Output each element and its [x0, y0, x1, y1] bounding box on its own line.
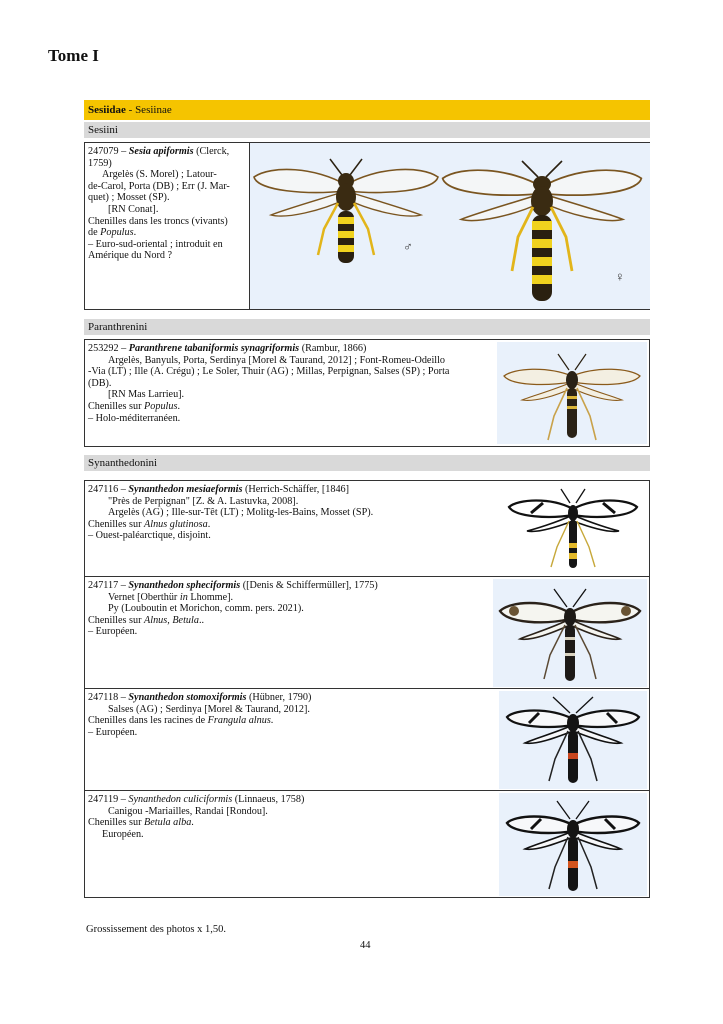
photo-magnification-note: Grossissement des photos x 1,50.	[86, 924, 226, 935]
species-entry-paranthrene-tabaniformis	[85, 340, 649, 446]
male-symbol: ♂	[403, 239, 413, 254]
species-name: Synanthedon mesiaeformis	[128, 484, 243, 495]
species-block-synanthedonini	[84, 480, 650, 898]
moth-photo-synanthedon-stomoxiformis	[499, 691, 647, 789]
species-name: Paranthrene tabaniformis synagriformis	[128, 343, 300, 354]
moth-photo-synanthedon-spheciformis	[493, 579, 647, 687]
moth-illustration	[250, 143, 650, 309]
species-text: 247119 – Synanthedon culiciformis (Linnaeus, 1758) Canigou -Mariailles, Randai [Rondou]. Chenilles sur Betula alba. Européen.	[88, 794, 305, 840]
tribe-header-sesiini: Sesiini	[84, 122, 650, 138]
moth-illustration	[499, 483, 647, 574]
tribe-header-synanthedonini: Synanthedonini	[84, 455, 650, 471]
moth-illustration	[493, 579, 647, 687]
species-entry-synanthedon-culiciformis	[85, 790, 649, 897]
moth-photo-paranthrene-tabaniformis	[497, 342, 647, 444]
species-name: Synanthedon stomoxiformis	[128, 692, 247, 703]
species-text: 247118 – Synanthedon stomoxiformis (Hübner, 1790) Salses (AG) ; Serdinya [Morel & Taurand, 2012]. Chenilles dans les racines de Frangula alnus. – Européen.	[88, 692, 312, 738]
species-name: Synanthedon spheciformis	[128, 580, 241, 591]
subfamily-name: - Sesiinae	[125, 104, 172, 116]
family-header	[84, 100, 650, 120]
moth-illustration	[499, 793, 647, 896]
species-text: 247117 – Synanthedon spheciformis ([Denis & Schiffermüller], 1775) Vernet [Oberthür in Lhomme]. Py (Louboutin et Morichon, comm. pers. 2021). Chenilles sur Alnus, Betula.. – Européen.	[88, 580, 378, 638]
species-name: Sesia apiformis	[128, 146, 194, 157]
moth-photo-synanthedon-culiciformis	[499, 793, 647, 896]
species-entry-synanthedon-stomoxiformis	[85, 688, 649, 790]
family-name: Sesiidae	[88, 104, 126, 116]
moth-illustration	[499, 691, 647, 789]
species-entry-synanthedon-mesiaeformis	[85, 481, 649, 576]
page-number: 44	[360, 940, 371, 951]
species-block-sesiini	[84, 142, 650, 310]
species-text: 247079 – Sesia apiformis (Clerck, 1759) Argelès (S. Morel) ; Latour- de-Carol, Porta (DB) ; Err (J. Mar- quet) ; Mosset (SP). [RN Conat]. Chenilles dans les troncs (vivants) de Populus. – Euro-sud-oriental ; introduit en Amérique du Nord ?	[88, 146, 230, 262]
tome-title: Tome I	[48, 46, 99, 65]
female-symbol: ♀	[615, 269, 625, 284]
moth-illustration	[497, 342, 647, 444]
tribe-header-paranthrenini: Paranthrenini	[84, 319, 650, 335]
species-entry-sesia-apiformis	[85, 143, 649, 309]
species-text: 247116 – Synanthedon mesiaeformis (Herrich-Schäffer, [1846] "Près de Perpignan" [Z. & A. Lastuvka, 2008]. Argelès (AG) ; Ille-sur-Têt (LT) ; Molitg-les-Bains, Mosset (SP). Chenilles sur Alnus glutinosa. – Ouest-paléarctique, disjoint.	[88, 484, 374, 542]
species-entry-synanthedon-spheciformis	[85, 576, 649, 688]
moth-photo-sesia-apiformis	[249, 143, 650, 309]
species-block-paranthrenini	[84, 339, 650, 447]
species-text: 253292 – Paranthrene tabaniformis synagriformis (Rambur, 1866) Argelès, Banyuls, Porta, Serdinya [Morel & Taurand, 2012] ; Font-Romeu-Odeillo -Via (LT) ; Ille (A. Crégu) ; Le Soler, Thuir (AG) ; Millas, Perpignan, Salses (SP) ; Porta (DB). [RN Mas Larrieu]. Chenilles sur Populus. – Holo-méditerranéen.	[88, 343, 450, 424]
species-name: Synanthedon culiciformis	[128, 794, 233, 805]
moth-photo-synanthedon-mesiaeformis	[499, 483, 647, 574]
